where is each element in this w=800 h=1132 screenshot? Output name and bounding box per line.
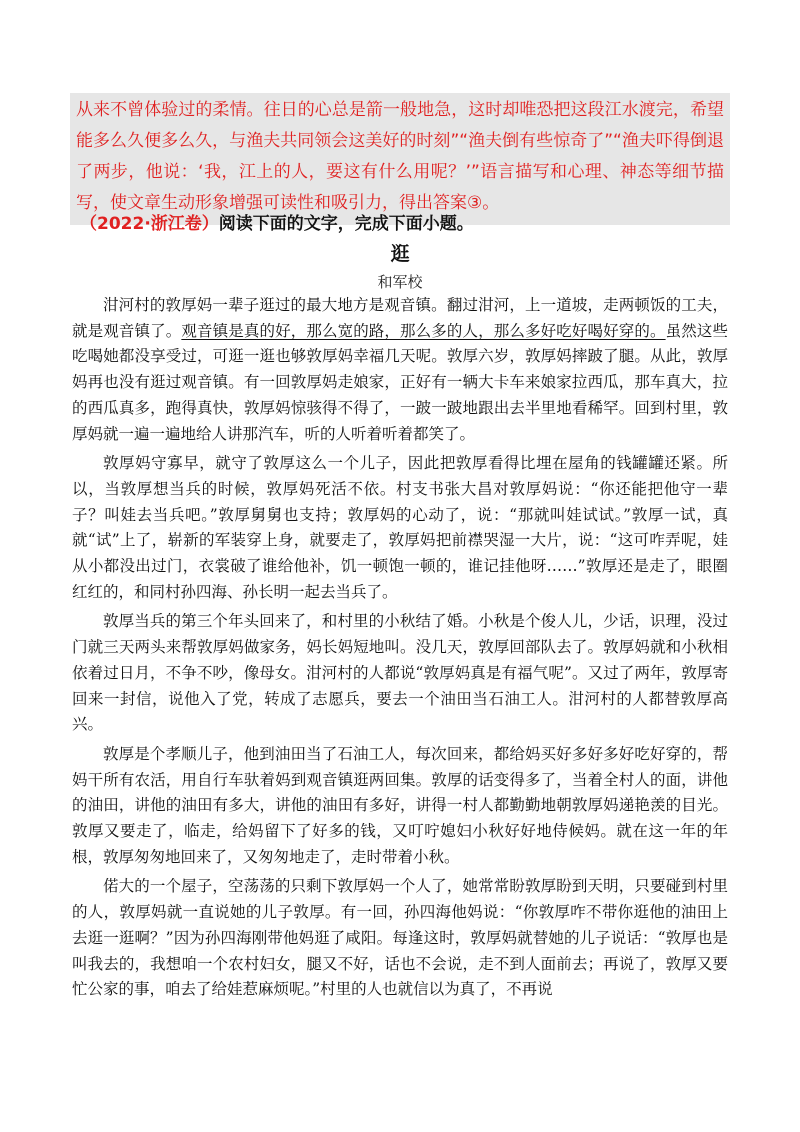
underlined-sentence: 观音镇是真的好，那么宽的路，那么多的人，那么多好吃好喝好穿的。: [181, 321, 666, 340]
article-paragraph-4: 敦厚是个孝顺儿子，他到油田当了石油工人，每次回来，都给妈买好多好多好吃好穿的，帮妈干所有农活，用自行车驮着妈到观音镇逛两回集。敦厚的话变得多了，当着全村人的面，讲他的油田，讲他的油田有多大，讲他的油田有多好，讲得一村人都勤勤地朝敦厚妈递艳羡的目光。敦厚又要走了，临走，给妈留下了好多的钱，又叮咛媳妇小秋好好地侍候妈。就在这一年的年根，敦厚匆匆地回来了，又匆匆地走了，走时带着小秋。: [72, 744, 728, 866]
article-paragraph-5: 偌大的一个屋子，空荡荡的只剩下敦厚妈一个人了，她常常盼敦厚盼到天明，只要碰到村里的人，敦厚妈就一直说她的儿子敦厚。有一回，孙四海他妈说：“你敦厚咋不带你逛他的油田上去逛一逛啊？”因为孙四海刚带他妈逛了咸阳。每逢这时，敦厚妈就替她的儿子说话：“敦厚也是叫我去的，我想咱一个农村妇女，腿又不好，话也不会说，走不到人面前去；再说了，敦厚又要忙公家的事，咱去了给娃惹麻烦呢。”村里的人也就信以为真了，不再说: [72, 877, 728, 999]
paragraph-1-text-start: 泔河村的敦厚妈一辈子逛过的最大地方是观音镇。翻过泔河，上一道坡，走两顿饭的工夫，就是观音镇了。: [72, 296, 728, 340]
question-instruction: 阅读下面的文字，完成下面小题。: [218, 214, 474, 234]
article-paragraph-2: 敦厚妈守寡早，就守了敦厚这么一个儿子，因此把敦厚看得比埋在屋角的钱罐罐还紧。所以，当敦厚想当兵的时候，敦厚妈死活不依。村支书张大昌对敦厚妈说：“你还能把他守一辈子？叫娃去当兵吧。”敦厚舅舅也支持；敦厚妈的心动了，说：“那就叫娃试试。”敦厚一试，真就“试”上了，崭新的军装穿上身，就要走了，敦厚妈把前襟哭湿一大片，说：“这可咋弄呢，娃从小都没出过门，衣裳破了谁给他补，饥一顿饱一顿的，谁记挂他呀……”敦厚还是走了，眼圈红红的，和同村孙四海、孙长明一起去当兵了。: [72, 454, 728, 601]
paragraph-1-text-end: 虽然这些吃喝她都没享受过，可逛一逛也够敦厚妈幸福几天呢。敦厚六岁，敦厚妈摔跛了腿。从此，敦厚妈再也没有逛过观音镇。有一回敦厚妈走娘家，正好有一辆大卡车来娘家拉西瓜，那车真大，拉的西瓜真多，跑得真快，敦厚妈惊骇得不得了，一跛一跛地跟出去半里地看稀罕。回到村里，敦厚妈就一遍一遍地给人讲那汽车，听的人听着听着都笑了。: [72, 321, 728, 443]
question-heading: [80, 211, 740, 237]
question-source: （2022·浙江卷）: [80, 214, 219, 234]
article-author: 和军校: [377, 273, 423, 291]
article-paragraph-1: [72, 293, 728, 447]
answer-explanation-block: [70, 93, 730, 225]
article-title: 逛: [390, 243, 410, 265]
answer-explanation-text: 从来不曾体验过的柔情。往日的心总是箭一般地急，这时却唯恐把这段江水渡完，希望能多么久便多么久，与渔夫共同领会这美好的时刻”“渔夫倒有些惊奇了”“渔夫吓得倒退了两步，他说：‘我，江上的人，要这有什么用呢？’”语言描写和心理、神态等细节描写，使文章生动形象增强可读性和吸引力，得出答案③。: [76, 100, 724, 213]
article-paragraph-3: 敦厚当兵的第三个年头回来了，和村里的小秋结了婚。小秋是个俊人儿，少话，识理，没过门就三天两头来帮敦厚妈做家务，妈长妈短地叫。没几天，敦厚回部队去了。敦厚妈就和小秋相依着过日月，不争不吵，像母女。泔河村的人都说“敦厚妈真是有福气呢”。又过了两年，敦厚寄回来一封信，说他入了党，转成了志愿兵，要去一个油田当石油工人。泔河村的人都替敦厚高兴。: [72, 612, 728, 734]
article-body: [72, 293, 728, 1007]
